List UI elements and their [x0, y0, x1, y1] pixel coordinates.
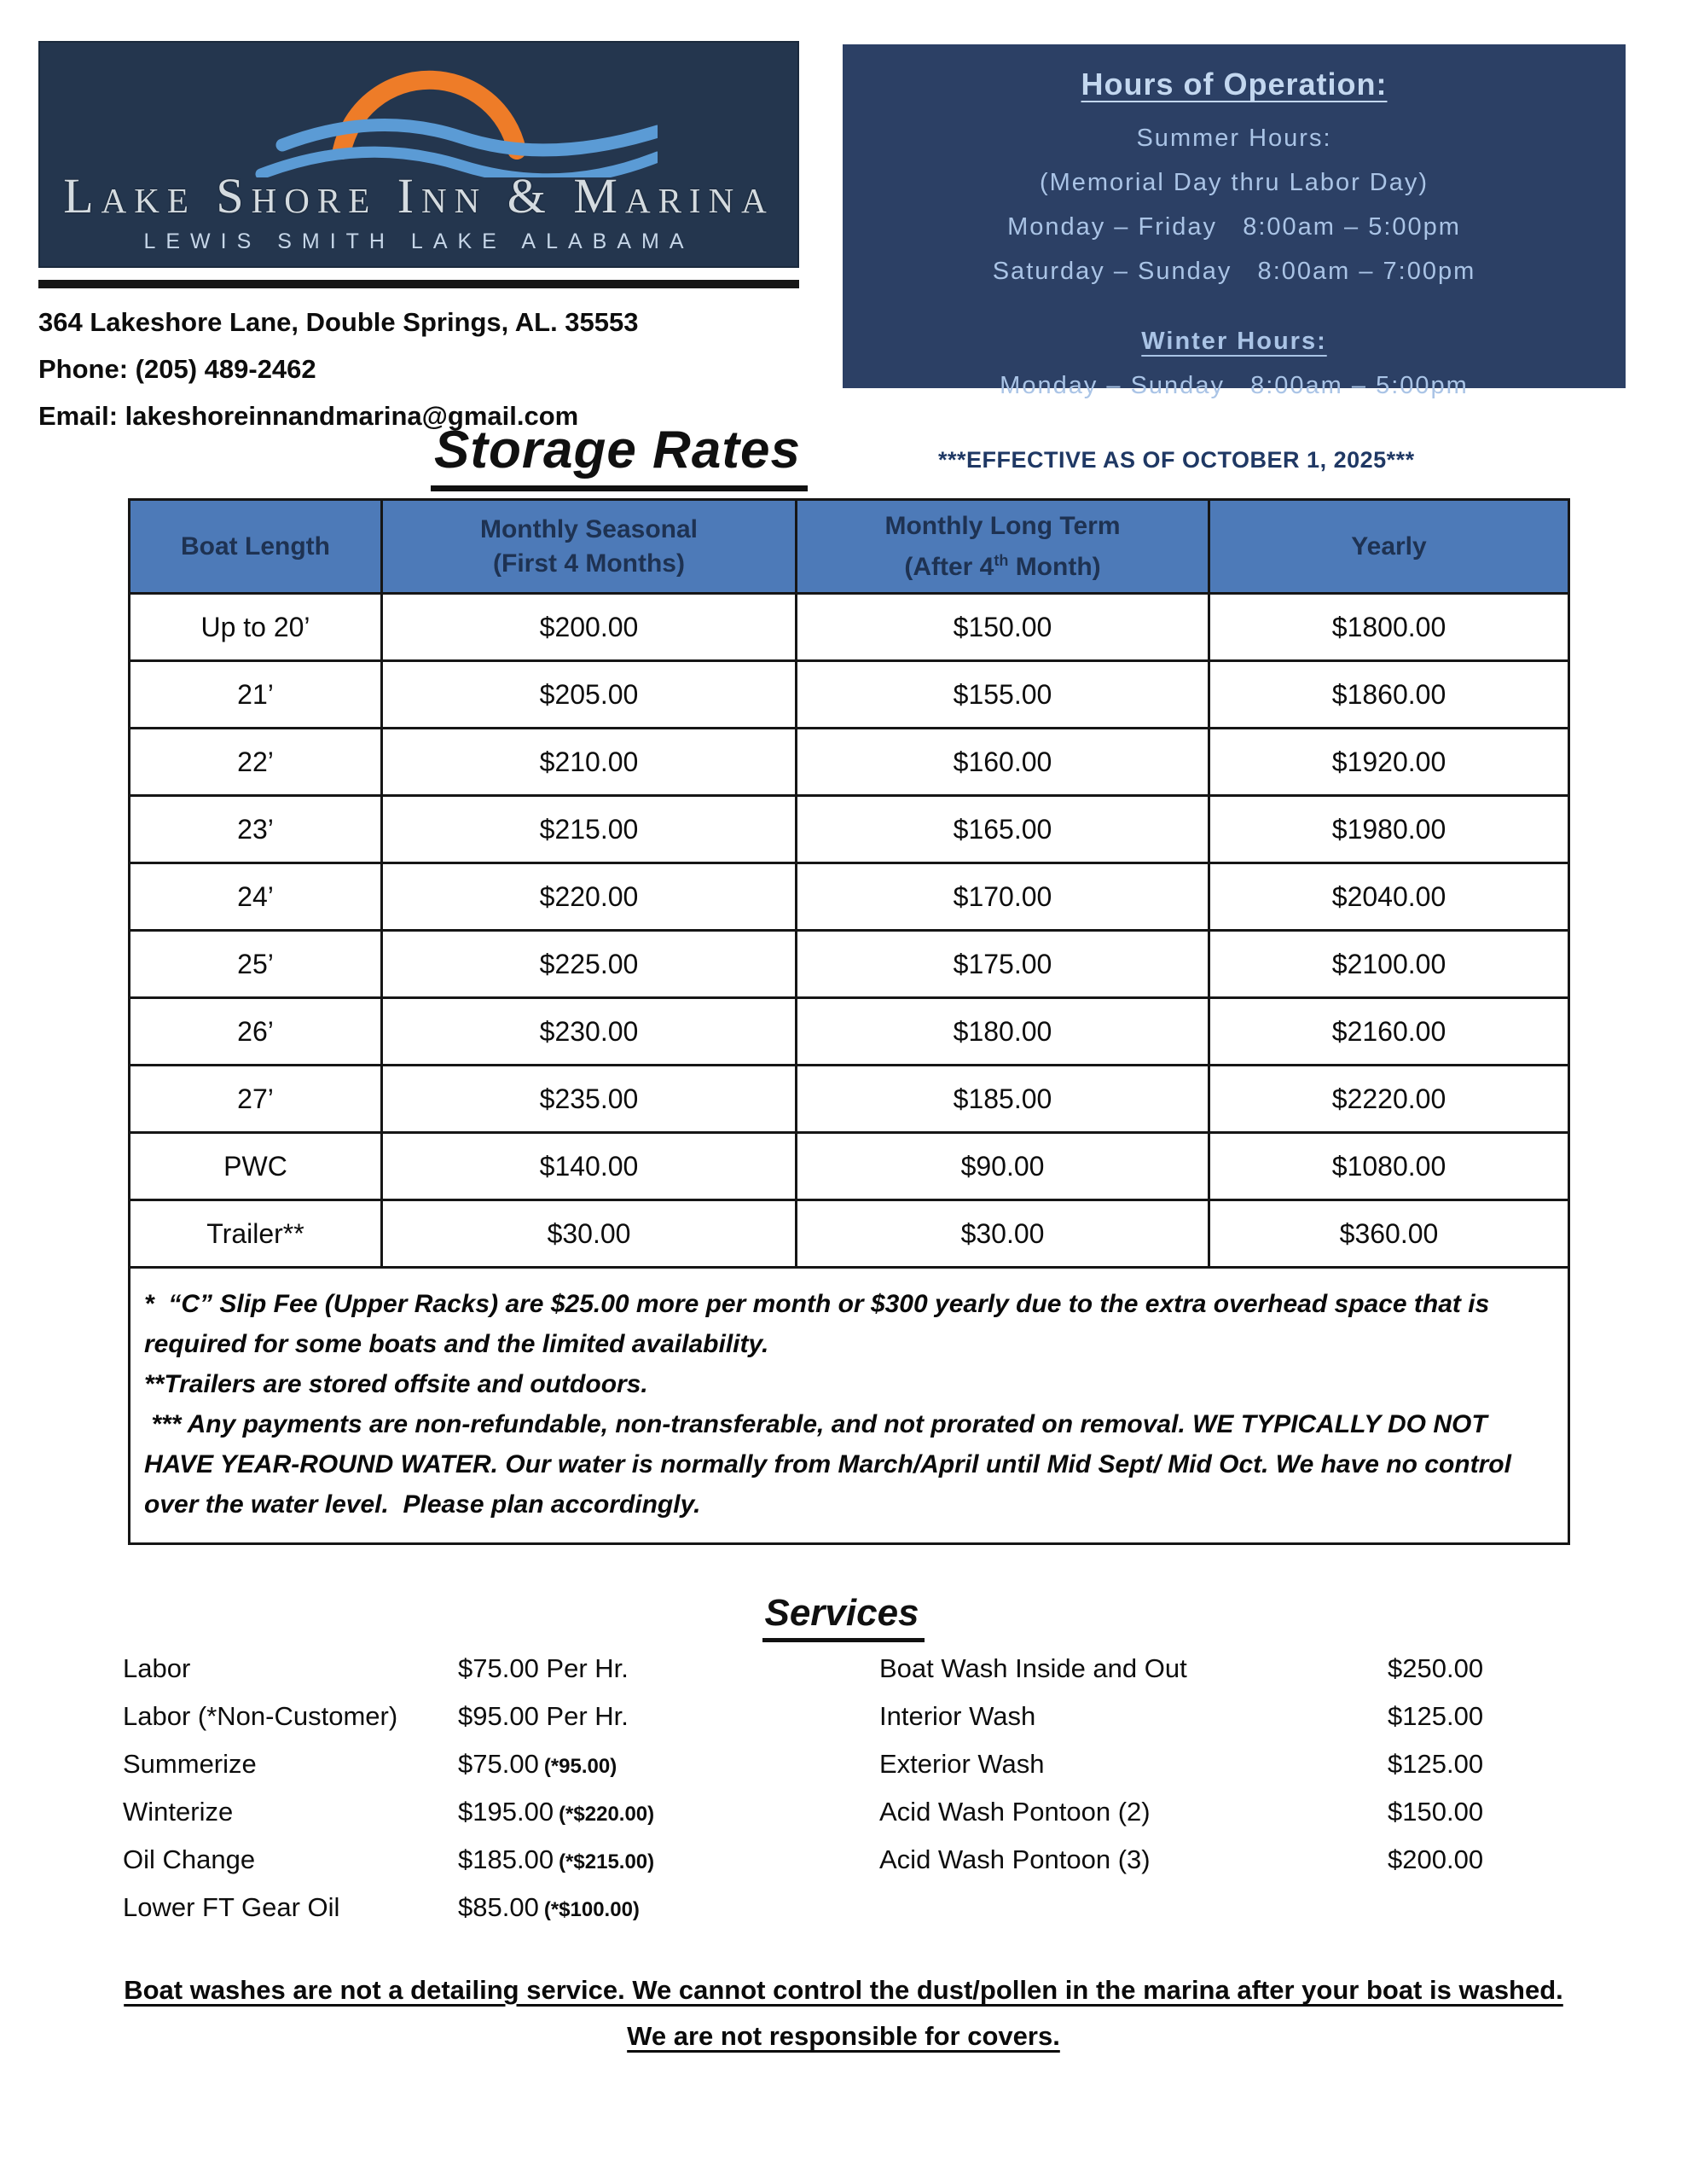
service-row	[123, 1797, 805, 1844]
service-row	[123, 1749, 805, 1797]
service-price: $150.00	[1388, 1797, 1484, 1827]
cell-seasonal: $140.00	[382, 1133, 797, 1200]
cell-boat-length: Up to 20’	[130, 594, 382, 661]
service-price-note: (*$100.00)	[543, 1898, 640, 1921]
table-row	[130, 729, 1569, 796]
table-row	[130, 1066, 1569, 1133]
service-price-note: (*$215.00)	[559, 1850, 655, 1873]
phone-line: Phone: (205) 489-2462	[38, 354, 316, 384]
cell-boat-length: 24’	[130, 863, 382, 931]
cell-seasonal: $210.00	[382, 729, 797, 796]
header-monthly-seasonal-line1: Monthly Seasonal	[479, 514, 699, 543]
service-price: $125.00	[1388, 1701, 1484, 1731]
summer-hours-note: (Memorial Day thru Labor Day)	[1039, 169, 1429, 196]
cell-yearly: $1800.00	[1209, 594, 1569, 661]
services-left-column	[123, 1653, 805, 1940]
table-row	[130, 931, 1569, 998]
cell-yearly: $1080.00	[1209, 1133, 1569, 1200]
footnote-payments: *** Any payments are non-refundable, non-transferable, and not prorated on removal. WE TYPICALLY DO NOT HAVE YEAR-ROUND WATER. Our water is normally from March/April until Mid Sept/ Mid Oct. We have no control over the water level. Please plan accordingly.	[144, 1410, 1519, 1519]
service-price: $75.00	[458, 1749, 539, 1779]
service-row	[879, 1844, 1579, 1892]
winter-hours-line: Monday – Sunday 8:00am – 5:00pm	[1000, 372, 1469, 399]
cell-seasonal: $235.00	[382, 1066, 797, 1133]
hours-title-text: Hours of Operation:	[1081, 67, 1388, 102]
sun-waves-icon	[180, 49, 658, 177]
cell-longterm: $175.00	[797, 931, 1209, 998]
hours-of-operation-panel	[843, 44, 1626, 399]
cell-boat-length: 26’	[130, 998, 382, 1066]
header-monthly-long-term-line1: Monthly Long Term	[884, 511, 1121, 540]
header-ordinal-sup: th	[994, 551, 1009, 569]
service-label: Lower FT Gear Oil	[123, 1892, 340, 1922]
cell-longterm: $90.00	[797, 1133, 1209, 1200]
cell-yearly: $2160.00	[1209, 998, 1569, 1066]
winter-hours-title-text: Winter Hours:	[1141, 328, 1327, 355]
services-section-header	[0, 1592, 1687, 1642]
email-line: Email: lakeshoreinnandmarina@gmail.com	[38, 401, 579, 431]
cell-yearly: $2040.00	[1209, 863, 1569, 931]
cell-yearly: $2100.00	[1209, 931, 1569, 998]
cell-longterm: $165.00	[797, 796, 1209, 863]
table-header-row	[130, 500, 1569, 594]
summer-hours-title: Summer Hours:	[1136, 125, 1332, 152]
table-row	[130, 1133, 1569, 1200]
cell-longterm: $150.00	[797, 594, 1209, 661]
cell-seasonal: $215.00	[382, 796, 797, 863]
service-label: Labor	[123, 1653, 191, 1683]
service-price: $125.00	[1388, 1749, 1484, 1779]
service-label: Labor (*Non-Customer)	[123, 1701, 398, 1731]
cell-boat-length: Trailer**	[130, 1200, 382, 1268]
service-price: $95.00 Per Hr.	[458, 1701, 629, 1731]
service-label: Acid Wash Pontoon (3)	[879, 1844, 1151, 1874]
cell-yearly: $1980.00	[1209, 796, 1569, 863]
cell-yearly: $360.00	[1209, 1200, 1569, 1268]
service-row	[879, 1701, 1579, 1749]
service-price-note: (*$220.00)	[559, 1803, 655, 1826]
service-label: Exterior Wash	[879, 1749, 1045, 1779]
logo-title: Lake Shore Inn & Marina	[63, 168, 774, 224]
header-monthly-long-term-line2-suffix: Month)	[1008, 552, 1101, 581]
hours-title	[843, 67, 1626, 102]
header-monthly-seasonal	[382, 500, 797, 594]
header-monthly-long-term-line2-prefix: (After 4	[904, 552, 994, 581]
cell-seasonal: $30.00	[382, 1200, 797, 1268]
service-price: $195.00	[458, 1797, 554, 1827]
cell-seasonal: $225.00	[382, 931, 797, 998]
footnote-slip-fee: * “C” Slip Fee (Upper Racks) are $25.00 more per month or $300 yearly due to the extra overhead space that is required for some boats and the limited availability.	[144, 1290, 1497, 1359]
table-row	[130, 863, 1569, 931]
logo-subtitle: LEWIS SMITH LAKE ALABAMA	[143, 229, 694, 253]
service-label: Winterize	[123, 1797, 234, 1827]
service-row	[879, 1797, 1579, 1844]
header-monthly-long-term	[797, 500, 1209, 594]
service-price: $185.00	[458, 1844, 554, 1874]
service-label: Summerize	[123, 1749, 257, 1779]
cell-boat-length: 25’	[130, 931, 382, 998]
divider-bar	[38, 280, 799, 288]
header-monthly-seasonal-line2: (First 4 Months)	[493, 549, 685, 578]
page-title: Storage Rates	[431, 420, 808, 491]
services-right-column	[879, 1653, 1579, 1892]
cell-boat-length: PWC	[130, 1133, 382, 1200]
storage-rates-table	[128, 498, 1570, 1545]
table-notes-cell	[130, 1268, 1569, 1544]
service-price: $75.00 Per Hr.	[458, 1653, 629, 1683]
header-yearly: Yearly	[1209, 500, 1569, 594]
service-row	[879, 1653, 1579, 1701]
cell-longterm: $180.00	[797, 998, 1209, 1066]
cell-longterm: $30.00	[797, 1200, 1209, 1268]
service-row	[123, 1844, 805, 1892]
service-label: Interior Wash	[879, 1701, 1036, 1731]
cell-boat-length: 27’	[130, 1066, 382, 1133]
service-price: $200.00	[1388, 1844, 1484, 1874]
summer-hours-weekend: Saturday – Sunday 8:00am – 7:00pm	[992, 258, 1476, 285]
header-boat-length: Boat Length	[130, 500, 382, 594]
table-row	[130, 1200, 1569, 1268]
disclaimer-line-1: Boat washes are not a detailing service. We cannot control the dust/pollen in the marina after your boat is washed.	[124, 1975, 1563, 2005]
cell-boat-length: 23’	[130, 796, 382, 863]
contact-block	[38, 299, 639, 439]
cell-longterm: $185.00	[797, 1066, 1209, 1133]
footnote-trailers: **Trailers are stored offsite and outdoors.	[144, 1370, 648, 1399]
service-row	[123, 1653, 805, 1701]
address-line: 364 Lakeshore Lane, Double Springs, AL. 35553	[38, 307, 639, 337]
cell-seasonal: $220.00	[382, 863, 797, 931]
cell-seasonal: $205.00	[382, 661, 797, 729]
services-title: Services	[762, 1592, 924, 1642]
summer-hours-weekday: Monday – Friday 8:00am – 5:00pm	[1007, 213, 1461, 241]
cell-longterm: $160.00	[797, 729, 1209, 796]
service-price-note: (*95.00)	[543, 1755, 617, 1778]
cell-longterm: $155.00	[797, 661, 1209, 729]
boat-wash-disclaimer	[0, 1967, 1687, 2059]
table-row	[130, 998, 1569, 1066]
cell-yearly: $1920.00	[1209, 729, 1569, 796]
cell-seasonal: $200.00	[382, 594, 797, 661]
table-notes-row	[130, 1268, 1569, 1544]
cell-yearly: $1860.00	[1209, 661, 1569, 729]
cell-yearly: $2220.00	[1209, 1066, 1569, 1133]
winter-hours-title	[843, 319, 1626, 363]
effective-date: ***EFFECTIVE AS OF OCTOBER 1, 2025***	[938, 447, 1415, 473]
service-row	[123, 1892, 805, 1940]
table-row	[130, 594, 1569, 661]
service-price: $250.00	[1388, 1653, 1484, 1683]
table-row	[130, 796, 1569, 863]
service-price: $85.00	[458, 1892, 539, 1922]
cell-seasonal: $230.00	[382, 998, 797, 1066]
service-row	[879, 1749, 1579, 1797]
cell-longterm: $170.00	[797, 863, 1209, 931]
service-label: Boat Wash Inside and Out	[879, 1653, 1187, 1683]
disclaimer-line-2: We are not responsible for covers.	[627, 2021, 1060, 2051]
service-row	[123, 1701, 805, 1749]
service-label: Acid Wash Pontoon (2)	[879, 1797, 1151, 1827]
cell-boat-length: 21’	[130, 661, 382, 729]
cell-boat-length: 22’	[130, 729, 382, 796]
logo	[38, 41, 799, 268]
service-label: Oil Change	[123, 1844, 256, 1874]
table-row	[130, 661, 1569, 729]
